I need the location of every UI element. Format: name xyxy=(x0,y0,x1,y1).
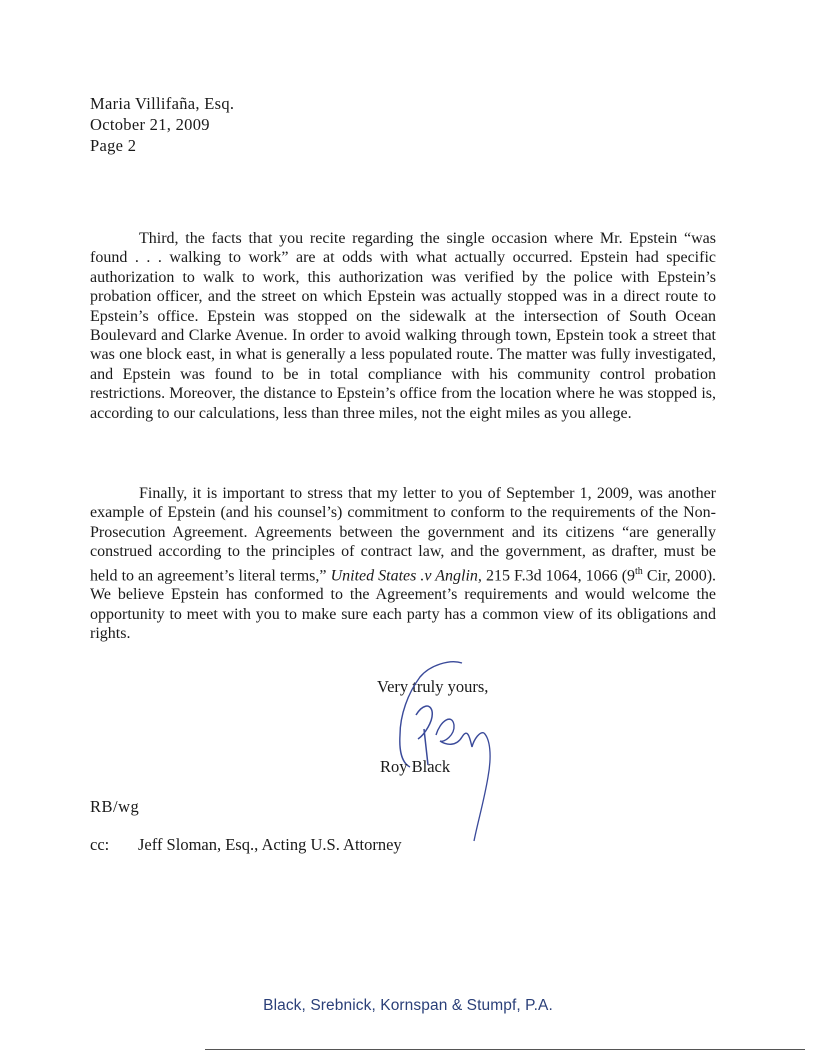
signer-name: Roy Black xyxy=(380,757,451,776)
cc-label: cc: xyxy=(90,835,110,854)
cc-line xyxy=(90,835,402,855)
handwritten-signature xyxy=(380,655,510,845)
valediction: Very truly yours, xyxy=(377,677,489,696)
recipient-name: Maria Villifaña, Esq. xyxy=(90,94,235,113)
letter-date: October 21, 2009 xyxy=(90,115,210,134)
firm-footer: Black, Srebnick, Kornspan & Stumpf, P.A. xyxy=(263,997,553,1014)
citation-court-year: Cir, 2000). xyxy=(646,566,717,584)
cc-recipient: Jeff Sloman, Esq., Acting U.S. Attorney xyxy=(138,835,402,854)
citation-reporter: 215 F.3d 1064, 1066 (9 xyxy=(485,566,636,584)
body-paragraph-1: Third, the facts that you recite regarding the single occasion where Mr. Epstein “was found . . . walking to work” are at odds with what actually occurred. Epstein had specific authorization to walk to work, this authorization was verified by the police with Epstein’s probation officer, and the street on which Epstein was actually stopped was in a direct route to Epstein’s office. Epstein was stopped on the sidewalk at the intersection of South Ocean Boulevard and Clarke Avenue. In order to avoid walking through town, Epstein took a street that was one block east, in what is generally a less populated route. The matter was fully investigated, and Epstein was found to be in total compliance with his community control probation restrictions. Moreover, the distance to Epstein’s office from the location where he was stopped is, according to our calculations, less than three miles, not the eight miles as you allege. xyxy=(90,230,716,422)
paragraph-2-intro: Finally, it is important to stress that my letter to you of September 1, 2009, was another example of Epstein (and his counsel’s) commitment to conform to the requirements of the Non-Prosecution Agreement. Agreements between the government and its citizens “are generally construed according to the principles of contract law, and the government, as drafter, must be held to an agreement’s literal terms,” xyxy=(90,485,716,584)
body-paragraph-2 xyxy=(90,484,716,644)
typist-initials: RB/wg xyxy=(90,797,140,816)
citation-ordinal: th xyxy=(635,565,643,577)
paragraph-2-conclusion: We believe Epstein has conformed to the Agreement’s requirements and would welcome the opportunity to meet with you to make sure each party has a common view of its obligations and rights. xyxy=(90,586,716,643)
letter-header xyxy=(90,93,234,156)
case-name: United States .v Anglin, xyxy=(330,566,482,584)
page-number: Page 2 xyxy=(90,136,137,155)
footer-divider xyxy=(205,1049,805,1050)
